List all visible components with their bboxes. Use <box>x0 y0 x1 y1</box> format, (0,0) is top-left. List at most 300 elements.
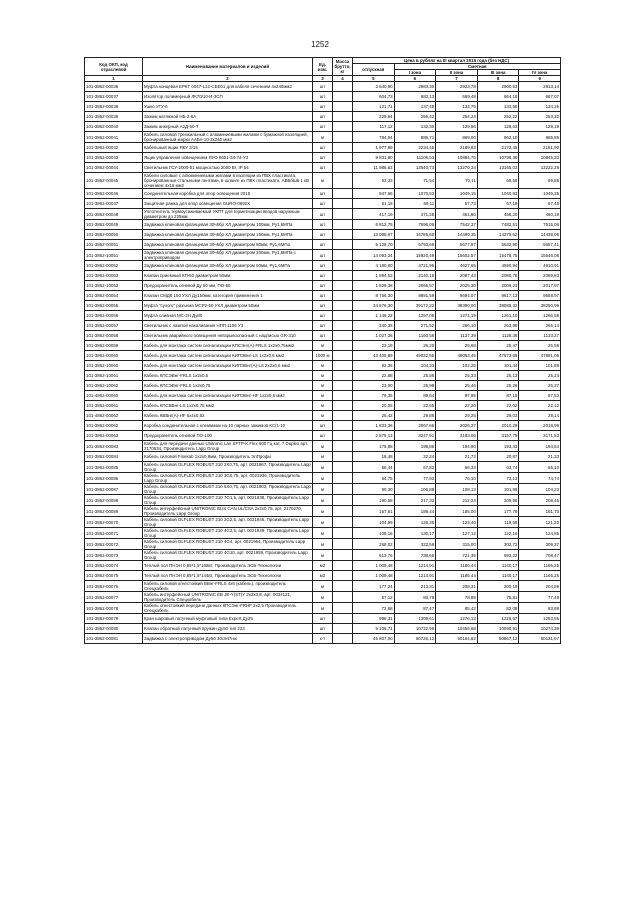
code-cell: 101-3862-00037 <box>85 92 143 102</box>
price-zone-2-cell: 2026,37 <box>436 421 478 431</box>
price-zone-3-cell: 73,13 <box>477 473 519 484</box>
mass-cell <box>333 441 353 452</box>
name-cell: Кабель силовой Finekab 1х2х0,8мм, Производитель ЭлПрофи <box>143 452 313 462</box>
name-cell: Кабель силовой OLFLEX ROBUST 210 7G1,5, арт. 0021938, Производитель Lapp Group <box>143 495 313 506</box>
mass-cell <box>333 240 353 250</box>
mass-cell <box>333 614 353 624</box>
mass-cell <box>333 209 353 220</box>
price-zone-2-cell: 208,31 <box>436 581 478 592</box>
price-release-cell: 67,12 <box>353 592 395 603</box>
price-release-cell: 23,00 <box>353 381 395 391</box>
unit-cell: м <box>313 411 333 421</box>
name-cell: Кабель огнестойкий передачи данных КПСЭнг-FRHF 2х2,5 Производитель Спецкабель <box>143 603 313 614</box>
price-zone-1-cell: 2983,30 <box>394 82 436 92</box>
price-zone-2-cell: 5677,97 <box>436 240 478 250</box>
mass-cell <box>333 311 353 321</box>
price-release-cell: 1 027,36 <box>353 331 395 341</box>
price-zone-4-cell: 14439,05 <box>519 230 561 240</box>
price-zone-3-cell: 67,19 <box>477 199 519 209</box>
unit-cell: м <box>313 391 333 401</box>
name-cell: Соединительная коробка для опор освещения 2015 <box>143 189 313 199</box>
unit-cell: м <box>313 401 333 411</box>
name-cell: Кабель для монтажа систем сигнализации КИПЭВнг(А)-LS 2х2х0,6 мм2 <box>143 361 313 371</box>
unit-cell: м <box>313 341 333 351</box>
price-zone-4-cell: 2017,97 <box>519 281 561 291</box>
price-release-cell: 4 180,00 <box>353 261 395 271</box>
mass-cell <box>333 361 353 371</box>
price-zone-3-cell: 20,87 <box>477 452 519 462</box>
unit-cell: шт <box>313 189 333 199</box>
price-zone-3-cell: 25,26 <box>477 381 519 391</box>
mass-cell <box>333 163 353 173</box>
table-row <box>85 122 561 132</box>
table-row <box>85 173 561 189</box>
unit-cell: шт <box>313 261 333 271</box>
price-zone-1-cell: 26,20 <box>394 341 436 351</box>
price-zone-1-cell: 2066,57 <box>394 281 436 291</box>
code-cell: 101-3862-00088 <box>85 495 143 506</box>
price-zone-2-cell: 85,42 <box>436 603 478 614</box>
name-cell: Кабель для передачи данных Unitronic Lan SFTP-K.Flex 600 Гц кат. 7 Duplex арт. 2170634, Производитель Lapp Group <box>143 441 313 452</box>
price-zone-3-cell: 200,19 <box>477 581 519 592</box>
price-zone-4-cell: 22,12 <box>519 401 561 411</box>
name-cell: Кабельный ящик ЯКУ 2/15 <box>143 143 313 153</box>
column-index: 5 <box>353 76 395 82</box>
mass-cell <box>333 321 353 331</box>
name-cell: Задвижка клиновая фланцевая 30ч6бр ХЛ диаметром 150мм, Ру1,6МПа <box>143 230 313 240</box>
code-cell: 101-4862-00062 <box>85 411 143 421</box>
price-zone-3-cell: 87,15 <box>477 391 519 401</box>
table-row <box>85 112 561 122</box>
code-cell: 101-3862-00047 <box>85 199 143 209</box>
price-release-cell: 20,05 <box>353 401 395 411</box>
mass-cell <box>333 230 353 240</box>
price-zone-3-cell: 1140,17 <box>477 571 519 581</box>
unit-cell: м <box>313 462 333 473</box>
unit-cell: м <box>313 473 333 484</box>
name-cell: Изолятор полимерный ЛК70/10-И-3СП <box>143 92 313 102</box>
price-zone-4-cell: 460,19 <box>519 209 561 220</box>
unit-cell: шт <box>313 220 333 230</box>
price-release-cell: 117,12 <box>353 122 395 132</box>
price-zone-3-cell: 101,44 <box>477 361 519 371</box>
code-cell: 101-3862-00054 <box>85 291 143 301</box>
price-release-cell: 1 009,48 <box>353 571 395 581</box>
name-cell: Ящик управления освещением ЯУО 9601-34-74-У3 <box>143 153 313 163</box>
price-zone-3-cell: 22,02 <box>477 401 519 411</box>
price-zone-2-cell: 2025,30 <box>436 281 478 291</box>
price-zone-4-cell: 4610,91 <box>519 261 561 271</box>
name-cell: Кран шаровый латунный муфтовый типа Eхpert Ду25 <box>143 614 313 624</box>
price-zone-3-cell: 25,13 <box>477 371 519 381</box>
unit-cell: м <box>313 441 333 452</box>
price-zone-1-cell: 25,85 <box>394 371 436 381</box>
code-cell: 101-3862-00075 <box>85 571 143 581</box>
table-row <box>85 271 561 281</box>
price-release-cell: 157,61 <box>353 506 395 517</box>
mass-cell <box>333 331 353 341</box>
unit-cell: м <box>313 581 333 592</box>
table-row <box>85 452 561 462</box>
price-release-cell: 43 405,89 <box>353 351 395 361</box>
name-cell: Клапан приемный КП-50 диаметром 50мм <box>143 271 313 281</box>
code-cell: 101-3862-00080 <box>85 624 143 634</box>
price-zone-4-cell: 265,14 <box>519 321 561 331</box>
code-cell: 101-3862-00071 <box>85 528 143 539</box>
header-name: Наименование материалов и изделий <box>143 58 313 76</box>
name-cell: Зажим натяжной НБ-2-6А <box>143 112 313 122</box>
table-row <box>85 371 561 381</box>
price-zone-2-cell: 721,35 <box>436 550 478 561</box>
price-zone-2-cell: 266,10 <box>436 321 478 331</box>
price-zone-1-cell: 137,49 <box>394 102 436 112</box>
name-cell: Светильник с лампой накаливания НПП 1106 У3 <box>143 321 313 331</box>
price-zone-3-cell: 664,18 <box>477 92 519 102</box>
table-row <box>85 517 561 528</box>
mass-cell <box>333 603 353 614</box>
name-cell: Клапан обратный латунный пружин Ду50 тип 223 <box>143 624 313 634</box>
unit-cell: м <box>313 539 333 550</box>
price-zone-2-cell: 315,00 <box>436 539 478 550</box>
mass-cell <box>333 495 353 506</box>
price-release-cell: 947,66 <box>353 189 395 199</box>
mass-cell <box>333 220 353 230</box>
price-zone-1-cell: 77,93 <box>394 473 436 484</box>
column-index: 8 <box>477 76 519 82</box>
price-release-cell: 23,19 <box>353 341 395 351</box>
code-cell: 101-3862-00046 <box>85 189 143 199</box>
table-row <box>85 153 561 163</box>
name-cell: Зажим анкерный А2Д-50-Т <box>143 122 313 132</box>
unit-cell: шт <box>313 163 333 173</box>
name-cell: Кабель силовой OLFLEX ROBUST 210 2G2,5, арт. 0021946, Производитель Lapp Group <box>143 517 313 528</box>
price-zone-1-cell: 13540,73 <box>394 163 436 173</box>
price-release-cell: 177,24 <box>353 581 395 592</box>
code-cell: 101-4862-00060 <box>85 391 143 401</box>
price-zone-3-cell: 118,59 <box>477 517 519 528</box>
mass-cell <box>333 539 353 550</box>
price-zone-2-cell: 22,20 <box>436 401 478 411</box>
price-zone-2-cell: 9694,07 <box>436 291 478 301</box>
price-zone-3-cell: 862,10 <box>477 132 519 143</box>
table-row <box>85 351 561 361</box>
price-release-cell: 64,75 <box>353 473 395 484</box>
price-zone-4-cell: 15546,08 <box>519 250 561 261</box>
price-zone-3-cell: 63,74 <box>477 462 519 473</box>
table-row <box>85 431 561 441</box>
price-zone-2-cell: 38390,00 <box>436 301 478 311</box>
table-row <box>85 401 561 411</box>
name-cell: Кабель КПСЭВнг-FRLS 1х2х0,5 <box>143 371 313 381</box>
mass-cell <box>333 371 353 381</box>
code-cell: 101-3862-00059 <box>85 341 143 351</box>
mass-cell <box>333 484 353 495</box>
table-row <box>85 634 561 644</box>
price-zone-4-cell: 7515,06 <box>519 220 561 230</box>
header-mass: Масса брутто, кг <box>333 58 353 76</box>
price-zone-2-cell: 67,73 <box>436 199 478 209</box>
name-cell: Кабель силовой OLFLEX ROBUST 210 4G4, арт. 0021954, Производитель Lapp Group <box>143 539 313 550</box>
price-zone-4-cell: 9658,97 <box>519 291 561 301</box>
unit-cell: м2 <box>313 561 333 571</box>
unit-cell: шт <box>313 92 333 102</box>
code-cell: 101-3862-00057 <box>85 321 143 331</box>
code-cell: 101-3862-00084 <box>85 452 143 462</box>
unit-cell: м <box>313 517 333 528</box>
price-zone-4-cell: 25,37 <box>519 381 561 391</box>
price-release-cell: 1 009,48 <box>353 561 395 571</box>
price-zone-4-cell: 1045,35 <box>519 189 561 199</box>
table-header <box>85 58 561 82</box>
price-zone-3-cell: 1226,57 <box>477 614 519 624</box>
mass-cell <box>333 391 353 401</box>
mass-cell <box>333 92 353 102</box>
price-zone-4-cell: 2089,83 <box>519 271 561 281</box>
name-cell: Кабель силовой OLFLEX ROBUST 210 5Х0,75, арт. 0021903, Производитель Lapp Group <box>144 484 311 494</box>
price-zone-4-cell: 25,58 <box>519 341 561 351</box>
name-cell: Кабель силовой OLFLEX ROBUST 210 4G2,5, арт. 0021949, Производитель Lapp Group <box>143 528 313 539</box>
table-row <box>85 462 561 473</box>
price-release-cell: 63,33 <box>353 173 395 189</box>
table-row <box>85 361 561 371</box>
price-zone-1-cell: 5793,66 <box>394 240 436 250</box>
price-zone-4-cell: 47881,05 <box>519 351 561 361</box>
unit-cell: м <box>313 506 333 517</box>
code-cell: 101-3862-00086 <box>85 473 143 484</box>
name-cell: Кабель интерфейсный UNITRONIC BUS CAN UL/CSA 2х2х0,75, арт. 2170270, Производитель Lapp Group <box>143 506 313 517</box>
table-row <box>85 321 561 331</box>
price-release-cell: 2 875,13 <box>353 431 395 441</box>
header-zone-4: IV зона <box>519 70 561 76</box>
price-zone-1-cell: 2234,45 <box>394 143 436 153</box>
table-row <box>85 473 561 484</box>
price-zone-1-cell: 104,33 <box>394 361 436 371</box>
code-cell: 101-3862-00050 <box>85 230 143 240</box>
price-zone-2-cell: 21,72 <box>436 452 478 462</box>
price-zone-3-cell: 458,20 <box>477 209 519 220</box>
price-zone-2-cell: 102,25 <box>436 361 478 371</box>
price-zone-1-cell: 132,30 <box>394 122 436 132</box>
unit-cell: м <box>313 528 333 539</box>
unit-cell: шт <box>313 82 333 92</box>
price-zone-1-cell: 49032,55 <box>394 351 436 361</box>
code-cell: 101-3862-00045 <box>85 173 143 189</box>
unit-cell: м <box>313 550 333 561</box>
mass-cell <box>333 634 353 644</box>
price-zone-3-cell: 2009,23 <box>477 281 519 291</box>
price-zone-1-cell: 189,44 <box>394 506 436 517</box>
price-zone-1-cell: 22,24 <box>394 452 436 462</box>
table-row <box>85 132 561 143</box>
table-row <box>85 539 561 550</box>
table-row <box>85 495 561 506</box>
price-zone-2-cell: 185,00 <box>436 506 478 517</box>
price-zone-2-cell: 10456,68 <box>436 624 478 634</box>
price-zone-4-cell: 204,59 <box>519 581 561 592</box>
code-cell: 101-3862-10060 <box>85 361 143 371</box>
price-zone-2-cell: 461,86 <box>436 209 478 220</box>
price-release-cell: 11 986,62 <box>353 163 395 173</box>
price-zone-1-cell: 886,71 <box>394 132 436 143</box>
unit-cell: шт <box>313 122 333 132</box>
unit-cell: м2 <box>313 571 333 581</box>
price-zone-2-cell: 127,12 <box>436 528 478 539</box>
price-zone-3-cell: 47673,69 <box>477 351 519 361</box>
price-zone-2-cell: 7542,37 <box>436 220 478 230</box>
table-row <box>85 550 561 561</box>
mass-cell <box>333 291 353 301</box>
name-cell: Теплый пол ПНЭН 0,85*1,5*144вт, Производитель ЭСБ-Технологии <box>143 571 313 581</box>
mass-cell <box>333 528 353 539</box>
price-zone-4-cell: 121,20 <box>519 517 561 528</box>
code-cell: 101-3862-00036 <box>85 82 143 92</box>
table-row <box>85 199 561 209</box>
price-release-cell: 92,36 <box>353 361 395 371</box>
mass-cell <box>333 189 353 199</box>
price-zone-1-cell: 1160,56 <box>394 331 436 341</box>
price-zone-1-cell: 1214,91 <box>394 571 436 581</box>
price-zone-2-cell: 13270,34 <box>436 163 478 173</box>
price-zone-3-cell: 3157,79 <box>477 431 519 441</box>
table-row <box>85 391 561 401</box>
name-cell: Предохранитель огневой ПО-100 <box>143 431 313 441</box>
price-release-cell: 175,88 <box>353 441 395 452</box>
price-zone-2-cell: 212,24 <box>436 495 478 506</box>
header-price-group: Цена в рублях на III квартал 2016 года (без НДС) <box>353 58 561 64</box>
mass-cell <box>333 351 353 361</box>
price-zone-2-cell: 3183,06 <box>436 431 478 441</box>
price-zone-3-cell: 10798,36 <box>477 153 519 163</box>
mass-cell <box>333 550 353 561</box>
name-cell: Кабель для монтажа систем сигнализации КИПЭВнг-LS 1х2х0,6 мм2 <box>143 351 313 361</box>
price-zone-2-cell: 1276,13 <box>436 614 478 624</box>
price-zone-3-cell: 75,81 <box>477 592 519 603</box>
code-cell: 101-3862-00041 <box>85 132 143 143</box>
code-cell: 101-3862-00073 <box>85 550 143 561</box>
header-zone-2: II зона <box>436 70 478 76</box>
mass-cell <box>333 592 353 603</box>
price-zone-2-cell: 29,25 <box>436 411 478 421</box>
unit-cell: шт <box>313 153 333 163</box>
price-zone-3-cell: 2010,29 <box>477 421 519 431</box>
unit-cell: к-т <box>313 634 333 644</box>
price-zone-4-cell: 194,54 <box>519 441 561 452</box>
name-cell: Муфта сливная МС-2Н Ду80 <box>143 311 313 321</box>
price-zone-4-cell: 21,33 <box>519 452 561 462</box>
unit-cell: м <box>313 592 333 603</box>
price-zone-1-cell: 1297,09 <box>394 311 436 321</box>
name-cell: Кабель для монтажа систем сигнализации КИПЭВнг-HF 1х2х0,6 мм2 <box>143 391 313 401</box>
price-zone-4-cell: 1133,27 <box>519 331 561 341</box>
price-release-cell: 604,73 <box>353 92 395 102</box>
price-zone-1-cell: 71,54 <box>394 173 436 189</box>
price-release-cell: 58,44 <box>353 462 395 473</box>
price-zone-2-cell: 1049,15 <box>436 189 478 199</box>
mass-cell <box>333 473 353 484</box>
unit-cell: м <box>313 132 333 143</box>
price-release-cell: 6 812,75 <box>353 220 395 230</box>
name-cell: Кабель интерфейсный UNITRONIC EB JE-Y(ST)Y 2х2х0,8, арт. 0034121, Производитель Спецкабель <box>143 592 313 603</box>
price-zone-1-cell: 14785,60 <box>394 230 436 240</box>
code-cell: 101-3862-00074 <box>85 561 143 571</box>
price-zone-1-cell: 29,85 <box>394 411 436 421</box>
table-row <box>85 311 561 321</box>
name-cell: Кабель силовой OLFLEX ROBUST 210 2Х0,75, арт. 0021967, Производитель Lapp Group <box>144 462 311 472</box>
table-row <box>85 261 561 271</box>
price-zone-1-cell: 322,59 <box>394 539 436 550</box>
name-cell: Кабель КВВнг(А)-НF 6х4х0,52 <box>143 411 313 421</box>
price-zone-4-cell: 1165,25 <box>519 561 561 571</box>
mass-cell <box>333 199 353 209</box>
price-zone-1-cell: 3247,91 <box>394 431 436 441</box>
name-cell: Кабели силовые с алюминиевыми жилами в изоляции из ПВХ пластиката, бронированные стальными лентами, в шланге из ПВХ пластиката, АВБбШв 1 кВ сечением 4х16 мм2 <box>143 173 313 189</box>
mass-cell <box>333 571 353 581</box>
price-release-cell: 9 106,71 <box>353 624 395 634</box>
code-cell: 101-3862-00038 <box>85 102 143 112</box>
mass-cell <box>333 381 353 391</box>
price-zone-3-cell: 122,16 <box>477 528 519 539</box>
price-zone-1-cell: 217,33 <box>394 495 436 506</box>
price-release-cell: 8 756,30 <box>353 291 395 301</box>
price-zone-2-cell: 129,66 <box>436 122 478 132</box>
price-zone-1-cell: 1309,61 <box>394 614 436 624</box>
price-release-cell: 18,48 <box>353 452 395 462</box>
name-cell: Предохранитель огневой Ду 50 мм, ПО-50 <box>143 281 313 291</box>
header-zone-1: I зона <box>394 70 436 76</box>
code-cell: 101-3862-00051 <box>85 240 143 250</box>
name-cell: Клапан СМДК 150 УХЛ Ду150мм, категория применения 1 <box>143 291 313 301</box>
price-zone-4-cell: 67,48 <box>519 199 561 209</box>
price-zone-3-cell: 14375,52 <box>477 230 519 240</box>
header-release: отпускная <box>353 64 395 76</box>
mass-cell <box>333 261 353 271</box>
table-row <box>85 592 561 603</box>
mass-cell <box>333 301 353 311</box>
name-cell: Коробка соединительная с клеммами на 10 парных зажимов КС/1-10 <box>143 421 313 431</box>
column-index: 2 <box>143 76 313 82</box>
table-row <box>85 301 561 311</box>
price-zone-1-cell: 69,11 <box>394 199 436 209</box>
table-body <box>85 82 561 644</box>
price-zone-2-cell: 108,13 <box>436 484 478 495</box>
mass-cell <box>333 173 353 189</box>
price-release-cell: 1 894,53 <box>353 271 395 281</box>
price-zone-3-cell: 693,22 <box>477 550 519 561</box>
price-release-cell: 1 148,22 <box>353 311 395 321</box>
table-row <box>85 331 561 341</box>
mass-cell <box>333 506 353 517</box>
price-zone-4-cell: 3171,53 <box>519 431 561 441</box>
mass-cell <box>333 411 353 421</box>
mass-cell <box>333 82 353 92</box>
price-zone-4-cell: 2913,14 <box>519 82 561 92</box>
page-number: 1252 <box>311 40 329 49</box>
table-row <box>85 341 561 351</box>
unit-cell: шт <box>313 230 333 240</box>
code-cell: 101-3862-00089 <box>85 506 143 517</box>
code-cell: 101-3862-00070 <box>85 517 143 528</box>
price-zone-3-cell: 128,63 <box>477 122 519 132</box>
mass-cell <box>333 517 353 528</box>
price-zone-3-cell: 2080,78 <box>477 271 519 281</box>
price-zone-3-cell: 302,72 <box>477 539 519 550</box>
price-release-cell: 5 128,70 <box>353 240 395 250</box>
price-zone-1-cell: 67,82 <box>394 462 436 473</box>
table-row <box>85 92 561 102</box>
price-zone-4-cell: 101,88 <box>519 361 561 371</box>
price-release-cell: 784,94 <box>353 132 395 143</box>
price-zone-4-cell: 65,10 <box>519 462 561 473</box>
